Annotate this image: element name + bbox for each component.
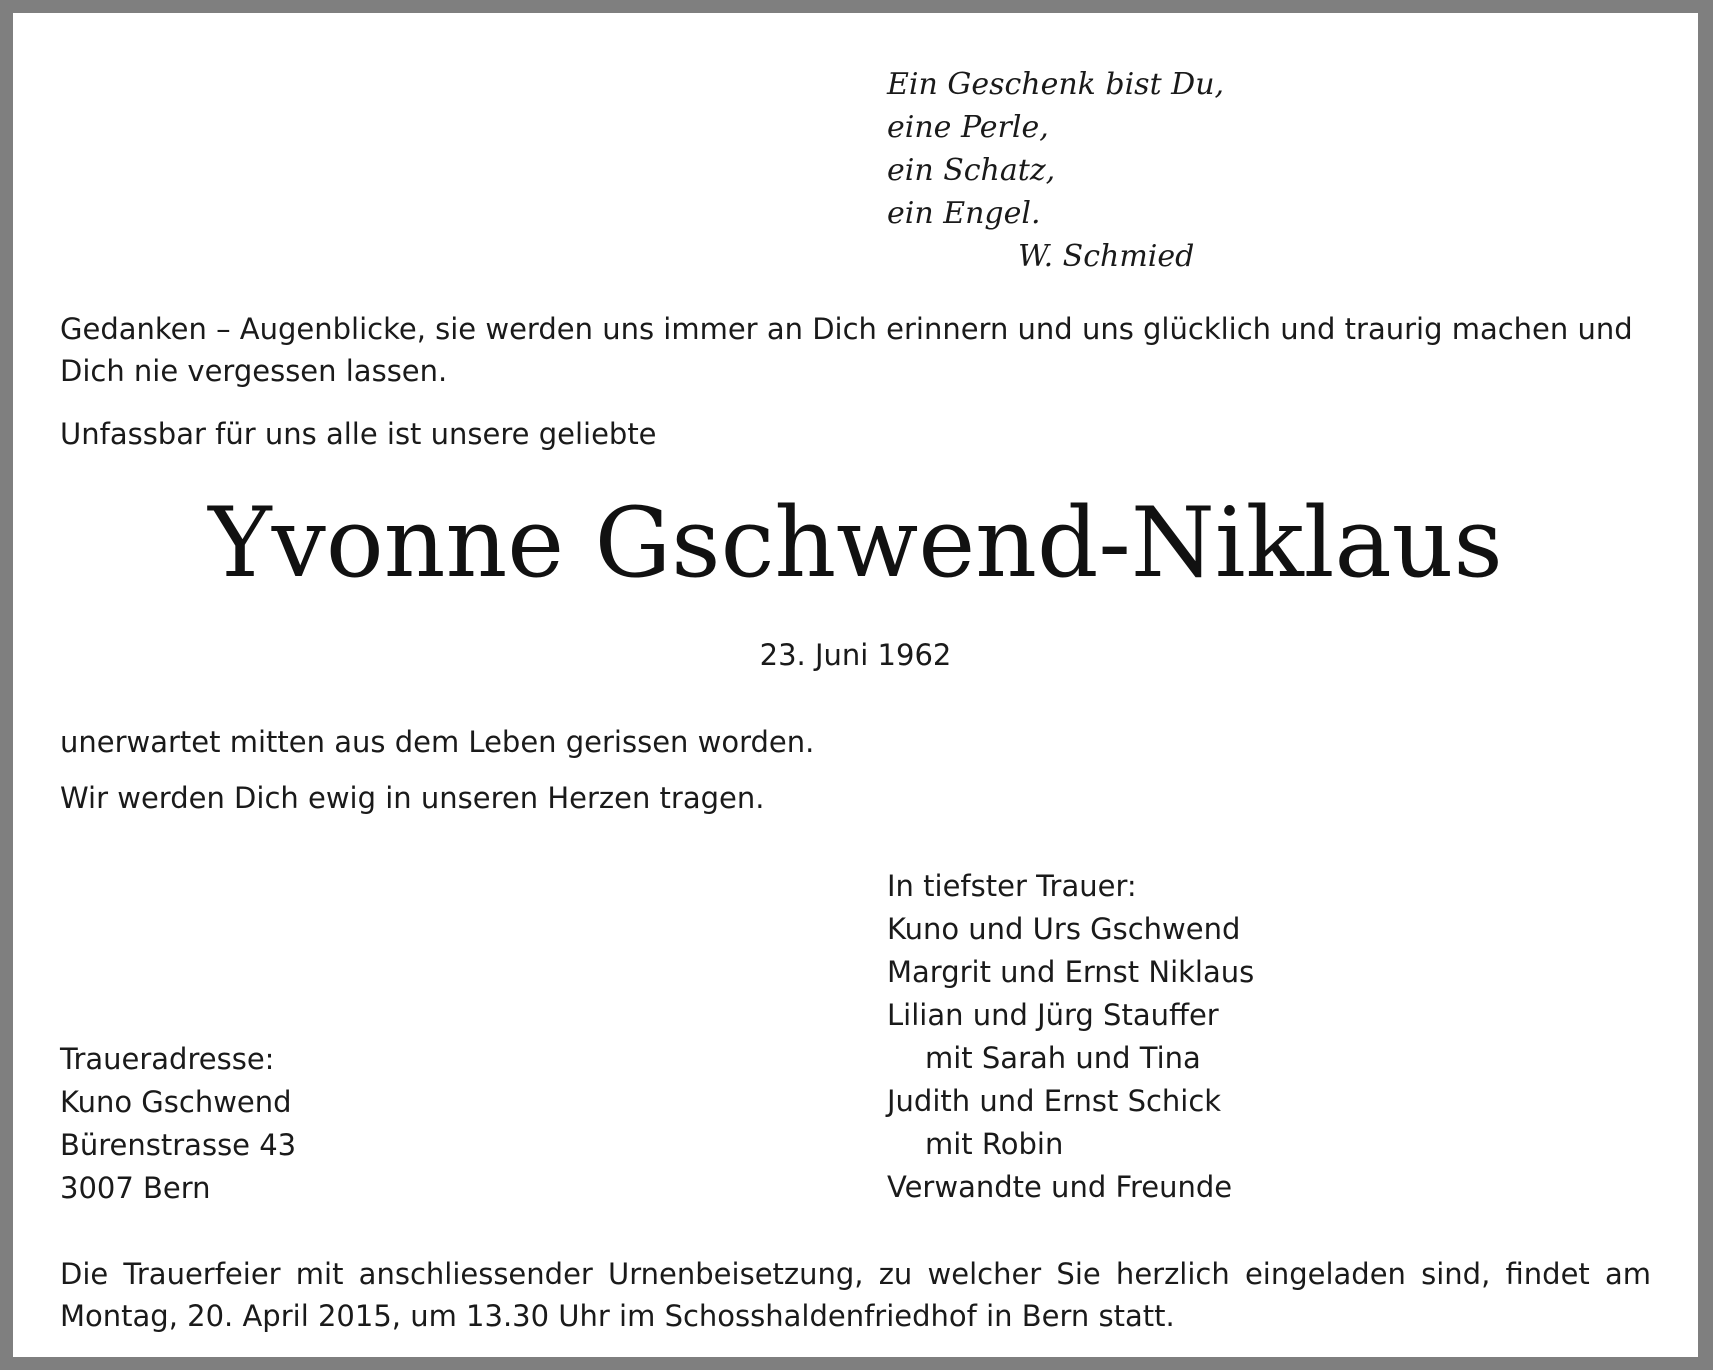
service-details: Die Trauerfeier mit anschliessender Urnenbeisetzung, zu welcher Sie herzlich eingeladen sind, findet am Montag, 20. April 2015, um 13.30 Uhr im Schosshaldenfriedhof in Bern statt. [60,1257,1651,1333]
mourner-entry: Margrit und Ernst Niklaus [887,955,1255,989]
birth-date: 23. Juni 1962 [759,638,952,672]
mourner-entry: Lilian und Jürg Stauffer [887,998,1219,1032]
address-label: Traueradresse: [60,1042,275,1076]
mourner-entry: Verwandte und Freunde [887,1170,1233,1204]
poem-line: ein Engel. [887,196,1041,231]
mourner-entry: Judith und Ernst Schick [887,1084,1222,1118]
poem-line: ein Schatz, [887,153,1056,188]
after-name-text: Wir werden Dich ewig in unseren Herzen tragen. [60,781,765,815]
address-line: Bürenstrasse 43 [60,1128,297,1162]
address-line: Kuno Gschwend [60,1085,292,1119]
mourner-entry: mit Robin [925,1127,1064,1161]
mourners-heading: In tiefster Trauer: [887,869,1137,903]
address-line: 3007 Bern [60,1171,211,1205]
mourners-list [887,865,1254,1209]
obituary-notice [13,13,1698,1357]
mourner-entry: mit Sarah und Tina [925,1041,1201,1075]
mourning-address [60,1038,296,1210]
poem-line: eine Perle, [887,110,1049,145]
deceased-name: Yvonne Gschwend-Niklaus [208,487,1503,599]
preface-text: Unfassbar für uns alle ist unsere geliebte [60,417,657,451]
intro-text: Gedanken – Augenblicke, sie werden uns immer an Dich erinnern und uns glücklich und traurig machen und Dich nie vergessen lassen. [60,312,1633,388]
after-name-text: unerwartet mitten aus dem Leben gerissen worden. [60,725,815,759]
mourner-entry: Kuno und Urs Gschwend [887,912,1241,946]
poem-author: W. Schmied [1018,239,1195,274]
poem-quote [887,63,1224,278]
poem-line: Ein Geschenk bist Du, [887,67,1225,102]
